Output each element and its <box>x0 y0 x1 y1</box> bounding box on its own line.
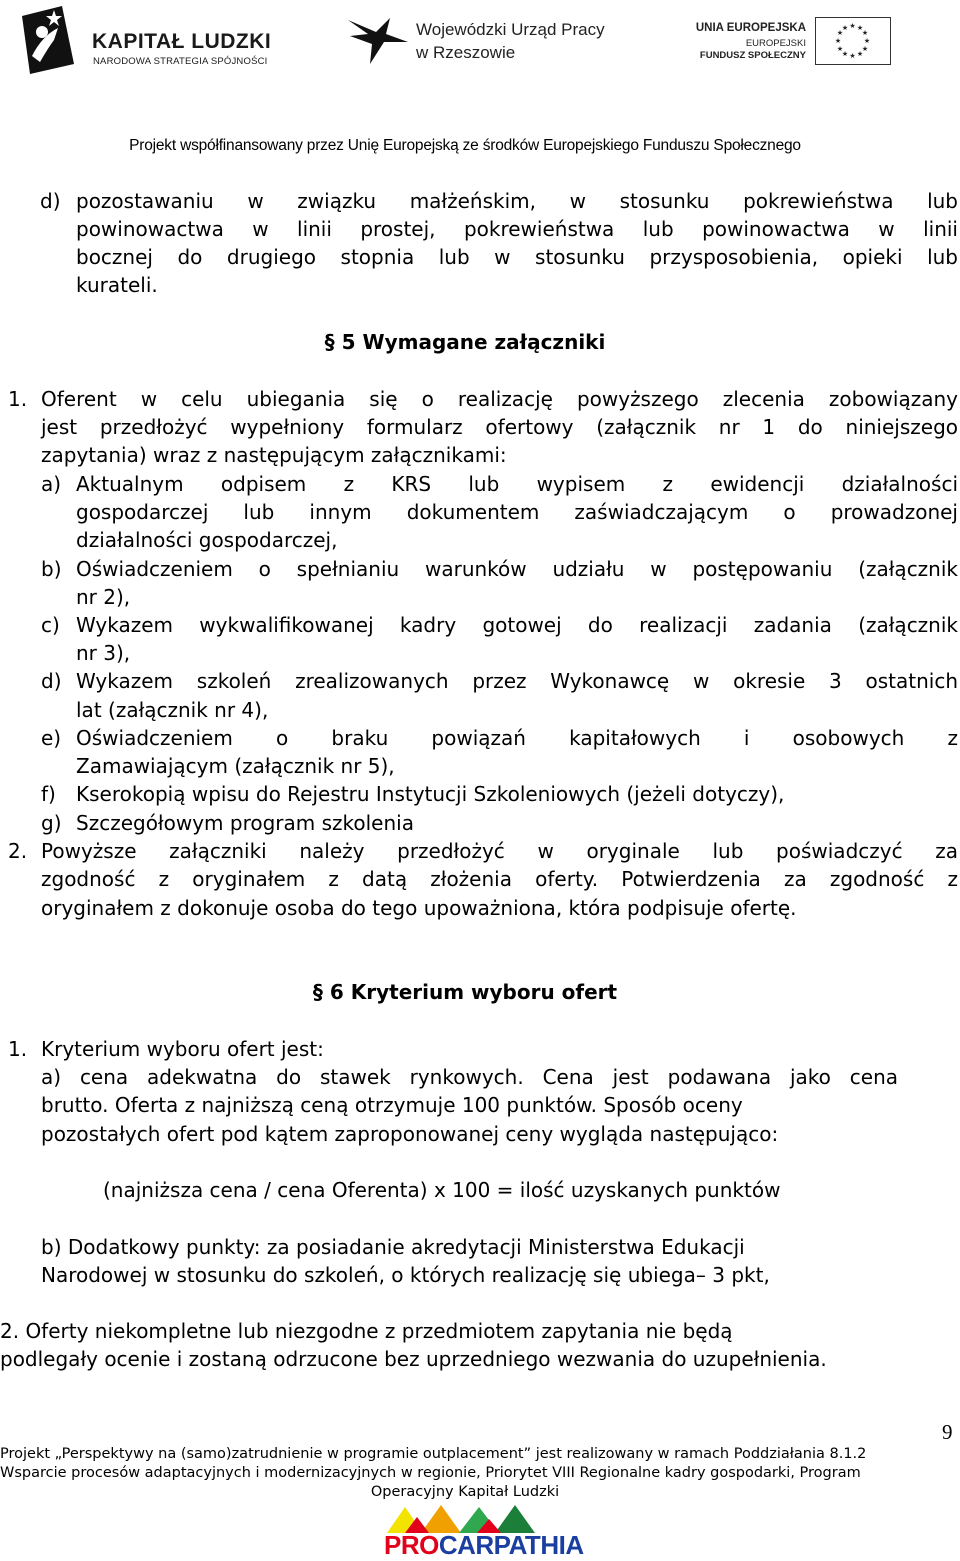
svg-text:★: ★ <box>836 29 844 37</box>
wup-name-line1: Wojewódzki Urząd Pracy <box>416 20 605 39</box>
svg-text:★: ★ <box>836 45 844 53</box>
svg-text:★: ★ <box>849 52 856 60</box>
item-label: d) <box>40 189 61 213</box>
text-line: Oferent w celu ubiegania się o realizację powyższego zlecenia zobowiązany <box>41 387 958 411</box>
text-line: Oświadczeniem o braku powiązań kapitałowych i osobowych z <box>76 726 958 750</box>
text-line: bocznej do drugiego stopnia lub w stosunku przysposobienia, opieki lub <box>76 245 958 269</box>
item-number: 1. <box>8 387 28 411</box>
text-line: Powyższe załączniki należy przedłożyć w oryginale lub poświadczyć za <box>41 839 958 863</box>
eu-line2: EUROPEJSKI <box>745 38 806 49</box>
eu-logo <box>695 14 902 70</box>
text-line: a) cena adekwatna do stawek rynkowych. Cena jest podawana jako cena <box>41 1065 898 1089</box>
text-line: pozostałych ofert pod kątem zaproponowanej ceny wygląda następująco: <box>41 1122 779 1146</box>
text-line: brutto. Oferta z najniższą ceną otrzymuje 100 punktów. Sposób oceny <box>41 1093 743 1117</box>
text-line: oryginałem z dokonuje osoba do tego upoważniona, która podpisuje ofertę. <box>41 896 797 920</box>
footer-line: Projekt „Perspektywy na (samo)zatrudnienie w programie outplacement” jest realizowany w ramach Poddziałania 8.1.2 <box>0 1446 867 1462</box>
text-line: b) Dodatkowy punkty: za posiadanie akredytacji Ministerstwa Edukacji <box>41 1235 745 1259</box>
text-line: Narodowej w stosunku do szkoleń, o których realizację się ubiega– 3 pkt, <box>41 1263 770 1287</box>
kapital-ludzki-subtitle: NARODOWA STRATEGIA SPÓJNOŚCI <box>93 56 268 67</box>
footer-line: Wsparcie procesów adaptacyjnych i modernizacyjnych w regionie, Priorytet VIII Regionalne kadry gospodarki, Program <box>0 1465 861 1481</box>
wup-bird-icon <box>346 12 410 68</box>
text-line: gospodarczej lub innym dokumentem zaświadczającym o prowadzonej <box>76 500 958 524</box>
page-number: 9 <box>942 1420 953 1444</box>
kapital-ludzki-emblem-icon <box>18 6 78 76</box>
procarpathia-carpathia: CARPATHIA <box>438 1530 584 1560</box>
subitem-label: d) <box>41 669 62 693</box>
section6-heading: § 6 Kryterium wyboru ofert <box>312 980 618 1004</box>
eu-line1: UNIA EUROPEJSKA <box>695 22 806 34</box>
item-number: 2. <box>8 839 28 863</box>
footer-line: Operacyjny Kapitał Ludzki <box>370 1484 560 1500</box>
text-line: nr 2), <box>76 585 131 609</box>
text-line: zapytania) wraz z następującym załącznikami: <box>41 443 507 467</box>
subitem-label: c) <box>41 613 60 637</box>
text-line: kurateli. <box>76 273 158 297</box>
svg-text:★: ★ <box>861 29 869 37</box>
text-line: Kryterium wyboru ofert jest: <box>41 1037 324 1061</box>
text-line: Wykazem wykwalifikowanej kadry gotowej do realizacji zadania (załącznik <box>76 613 958 637</box>
text-line: Aktualnym odpisem z KRS lub wypisem z ewidencji działalności <box>76 472 958 496</box>
svg-text:★: ★ <box>834 37 842 45</box>
wup-logo <box>346 12 646 72</box>
subitem-label: b) <box>41 557 62 581</box>
text-line: Wykazem szkoleń zrealizowanych przez Wykonawcę w okresie 3 ostatnich <box>76 669 958 693</box>
text-line: 2. Oferty niekompletne lub niezgodne z przedmiotem zapytania nie będą <box>0 1319 733 1343</box>
text-line: jest przedłożyć wypełniony formularz ofertowy (załącznik nr 1 do niniejszego <box>41 415 958 439</box>
svg-text:★: ★ <box>849 22 856 30</box>
kapital-ludzki-title: KAPITAŁ LUDZKI <box>92 30 272 53</box>
scoring-formula: (najniższa cena / cena Oferenta) x 100 = ilość uzyskanych punktów <box>103 1178 781 1202</box>
text-line: pozostawaniu w związku małżeńskim, w stosunku pokrewieństwa lub <box>76 189 958 213</box>
section5-heading: § 5 Wymagane załączniki <box>324 330 606 354</box>
procarpathia-wordmark <box>384 1530 584 1561</box>
procarpathia-pro: PRO <box>384 1530 439 1560</box>
svg-text:★: ★ <box>841 50 849 58</box>
subitem-label: g) <box>41 811 62 835</box>
cofunding-note: Projekt współfinansowany przez Unię Europejską ze środków Europejskiego Funduszu Społecznego <box>129 137 801 154</box>
eu-line3: FUNDUSZ SPOŁECZNY <box>699 50 806 61</box>
text-line: Kserokopią wpisu do Rejestru Instytucji Szkoleniowych (jeżeli dotyczy), <box>76 782 785 806</box>
kapital-ludzki-logo <box>18 6 278 76</box>
text-line: zgodność z oryginałem z datą złożenia oferty. Potwierdzenia za zgodność z <box>41 867 958 891</box>
eu-flag-icon <box>815 17 891 65</box>
text-line: powinowactwa w linii prostej, pokrewieństwa lub powinowactwa w linii <box>76 217 958 241</box>
svg-text:★: ★ <box>856 50 864 58</box>
text-line: Zamawiającym (załącznik nr 5), <box>76 754 395 778</box>
svg-text:★: ★ <box>861 45 869 53</box>
text-line: Szczegółowym program szkolenia <box>76 811 414 835</box>
text-line: Oświadczeniem o spełnianiu warunków udziału w postępowaniu (załącznik <box>76 557 958 581</box>
wup-name-line2: w Rzeszowie <box>416 43 516 62</box>
svg-text:★: ★ <box>856 24 864 32</box>
text-line: działalności gospodarczej, <box>76 528 338 552</box>
subitem-label: a) <box>41 472 62 496</box>
text-line: lat (załącznik nr 4), <box>76 698 269 722</box>
procarpathia-logo <box>381 1505 584 1560</box>
text-line: nr 3), <box>76 641 131 665</box>
item-number: 1. <box>8 1037 28 1061</box>
svg-text:★: ★ <box>841 24 849 32</box>
text-line: podlegały ocenie i zostaną odrzucone bez uprzedniego wezwania do uzupełnienia. <box>0 1347 827 1371</box>
subitem-label: e) <box>41 726 62 750</box>
subitem-label: f) <box>41 782 56 806</box>
svg-text:★: ★ <box>863 37 871 45</box>
